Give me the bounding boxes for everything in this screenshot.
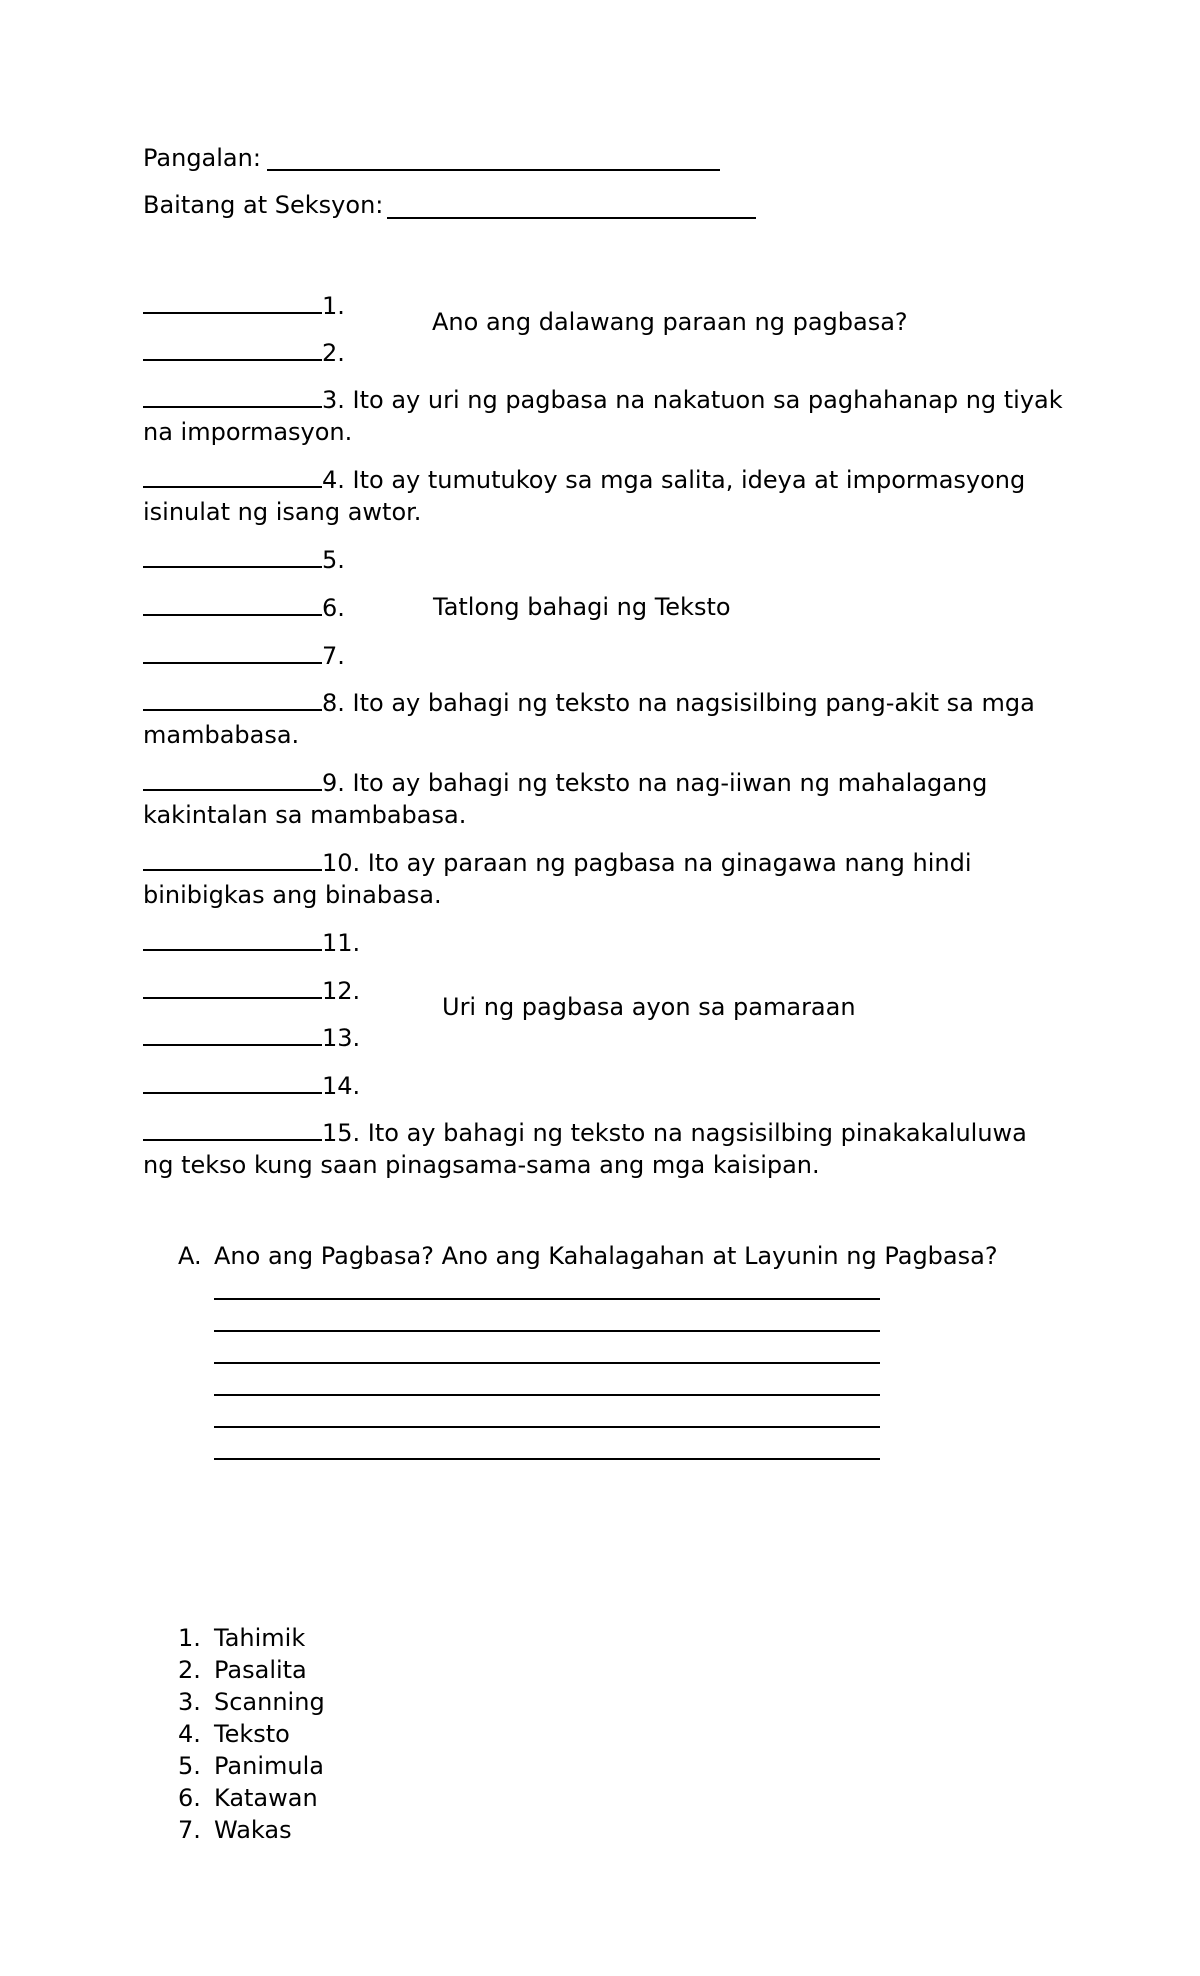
answer-key-item	[178, 1622, 325, 1654]
answer-key-num: 5.	[178, 1752, 201, 1780]
answer-blank[interactable]	[143, 923, 322, 951]
answer-key-list	[178, 1622, 325, 1846]
question-item-14	[143, 1066, 1063, 1102]
grade-section-label: Baitang at Seksyon:	[143, 191, 384, 219]
answer-key-num: 3.	[178, 1688, 201, 1716]
item-text: 11.	[322, 929, 361, 957]
answer-key-num: 7.	[178, 1816, 201, 1844]
item-text: 13.	[322, 1024, 361, 1052]
question-item-8	[143, 683, 1063, 751]
answer-key-item	[178, 1718, 325, 1750]
answer-blank[interactable]	[143, 683, 322, 711]
question-item-5	[143, 540, 1063, 576]
name-label: Pangalan:	[143, 144, 261, 172]
item-text: 1.	[322, 292, 345, 320]
answer-blank[interactable]	[143, 843, 322, 871]
answer-key-num: 6.	[178, 1784, 201, 1812]
item-text: 4. Ito ay tumutukoy sa mga salita, ideya at impormasyong isinulat ng isang awtor.	[143, 466, 1026, 526]
answer-blank[interactable]	[143, 286, 322, 314]
item-text: 12.	[322, 977, 361, 1005]
answer-key-text: Teksto	[214, 1720, 290, 1748]
answer-key-text: Panimula	[214, 1752, 324, 1780]
question-item-11	[143, 923, 1063, 959]
answer-blank[interactable]	[143, 1113, 322, 1141]
question-item-13	[143, 1018, 1063, 1054]
item-text: 5.	[322, 546, 345, 574]
item-text: 10. Ito ay paraan ng pagbasa na ginagawa nang hindi binibigkas ang binabasa.	[143, 849, 972, 909]
essay-question: Ano ang Pagbasa? Ano ang Kahalagahan at Layunin ng Pagbasa?	[214, 1242, 998, 1270]
item-text: 9. Ito ay bahagi ng teksto na nag-iiwan ng mahalagang kakintalan sa mambabasa.	[143, 769, 988, 829]
answer-key-text: Scanning	[214, 1688, 325, 1716]
answer-key-item	[178, 1654, 325, 1686]
answer-key-item	[178, 1750, 325, 1782]
item-text: 15. Ito ay bahagi ng teksto na nagsisilbing pinakakaluluwa ng tekso kung saan pinagsama-sama ang mga kaisipan.	[143, 1119, 1027, 1179]
group-label-text-parts: Tatlong bahagi ng Teksto	[433, 593, 731, 621]
answer-blank[interactable]	[143, 636, 322, 664]
question-item-4	[143, 460, 1063, 528]
group-label-reading-methods: Ano ang dalawang paraan ng pagbasa?	[432, 308, 908, 336]
essay-answer-line[interactable]	[214, 1394, 880, 1396]
essay-answer-line[interactable]	[214, 1458, 880, 1460]
answer-key-item	[178, 1686, 325, 1718]
item-text: 6.	[322, 594, 345, 622]
answer-blank[interactable]	[143, 1018, 322, 1046]
answer-blank[interactable]	[143, 763, 322, 791]
question-item-15	[143, 1113, 1063, 1181]
item-text: 2.	[322, 339, 345, 367]
answer-key-text: Wakas	[214, 1816, 292, 1844]
answer-blank[interactable]	[143, 1066, 322, 1094]
answer-blank[interactable]	[143, 588, 322, 616]
answer-key-text: Pasalita	[214, 1656, 307, 1684]
answer-blank[interactable]	[143, 380, 322, 408]
answer-blank[interactable]	[143, 540, 322, 568]
essay-marker: A.	[178, 1242, 202, 1270]
answer-key-num: 2.	[178, 1656, 201, 1684]
question-item-2	[143, 333, 1063, 369]
answer-key-text: Tahimik	[214, 1624, 306, 1652]
question-item-9	[143, 763, 1063, 831]
answer-blank[interactable]	[143, 971, 322, 999]
answer-blank[interactable]	[143, 333, 322, 361]
question-item-10	[143, 843, 1063, 911]
answer-key-num: 4.	[178, 1720, 201, 1748]
grade-section-field	[143, 189, 383, 221]
answer-key-item	[178, 1782, 325, 1814]
essay-answer-line[interactable]	[214, 1362, 880, 1364]
item-text: 8. Ito ay bahagi ng teksto na nagsisilbing pang-akit sa mga mambabasa.	[143, 689, 1035, 749]
question-item-3	[143, 380, 1063, 448]
name-input-line[interactable]	[267, 169, 720, 171]
group-label-reading-types: Uri ng pagbasa ayon sa pamaraan	[442, 993, 856, 1021]
essay-answer-line[interactable]	[214, 1426, 880, 1428]
essay-answer-line[interactable]	[214, 1298, 880, 1300]
answer-key-num: 1.	[178, 1624, 201, 1652]
essay-answer-line[interactable]	[214, 1330, 880, 1332]
answer-key-text: Katawan	[214, 1784, 318, 1812]
name-field	[143, 142, 261, 174]
item-text: 7.	[322, 642, 345, 670]
question-item-7	[143, 636, 1063, 672]
item-text: 14.	[322, 1072, 361, 1100]
answer-blank[interactable]	[143, 460, 322, 488]
item-text: 3. Ito ay uri ng pagbasa na nakatuon sa paghahanap ng tiyak na impormasyon.	[143, 386, 1063, 446]
grade-section-input-line[interactable]	[387, 217, 756, 219]
answer-key-item	[178, 1814, 325, 1846]
